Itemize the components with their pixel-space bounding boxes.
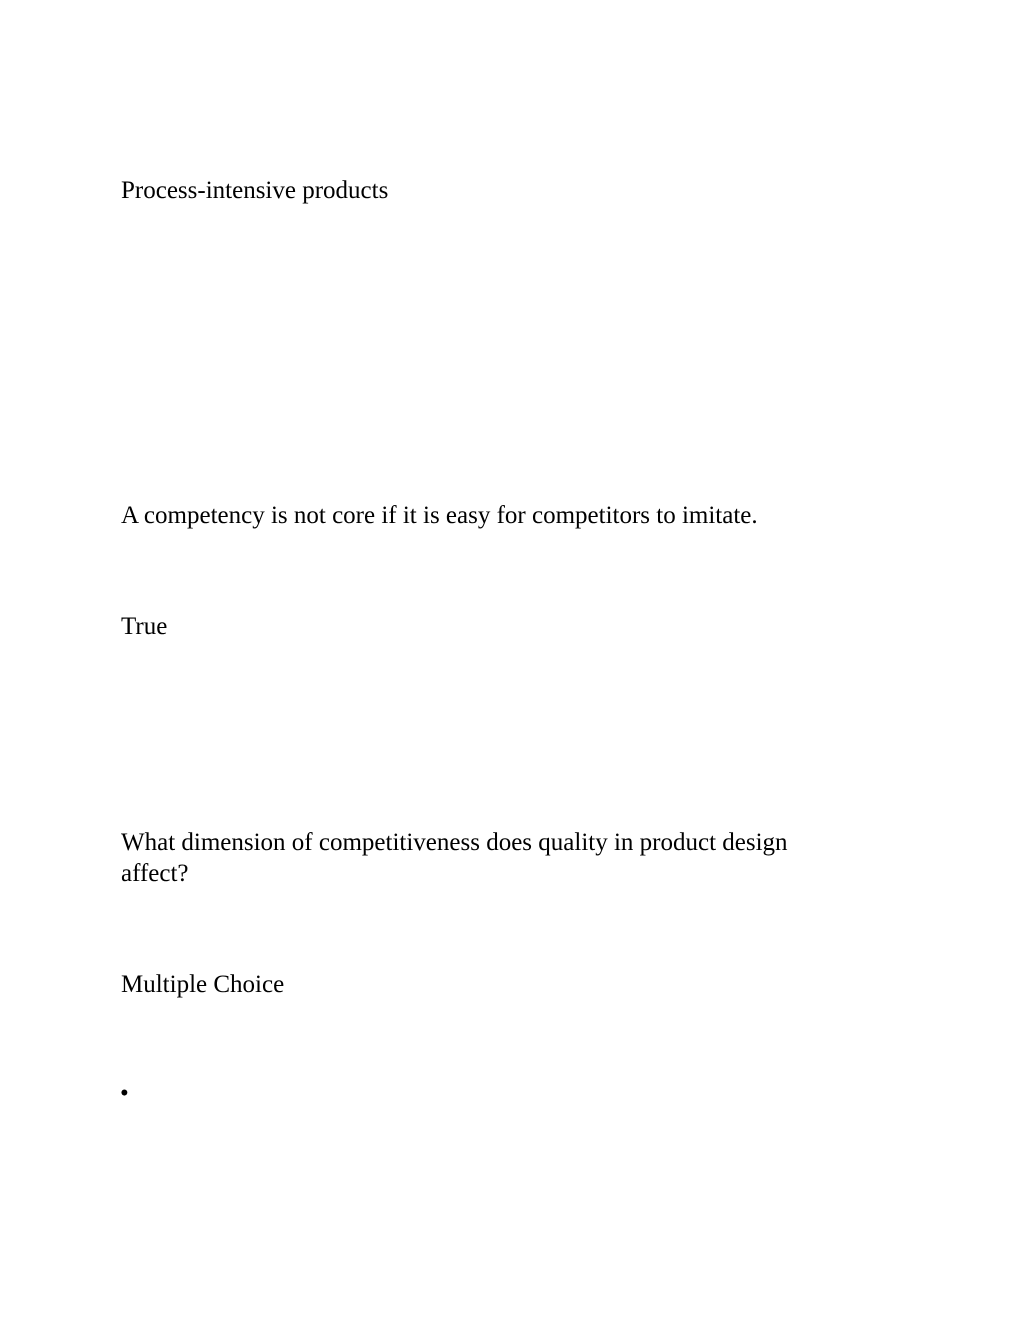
bullet-point: • [120, 1080, 129, 1107]
question-text: A competency is not core if it is easy for competitors to imitate. [121, 502, 758, 529]
question-type-label: Multiple Choice [121, 971, 285, 998]
question-text: What dimension of competitiveness does quality in product design affect? [121, 829, 788, 887]
answer-text: True [121, 613, 168, 640]
answer-option-text: Process-intensive products [121, 177, 389, 204]
